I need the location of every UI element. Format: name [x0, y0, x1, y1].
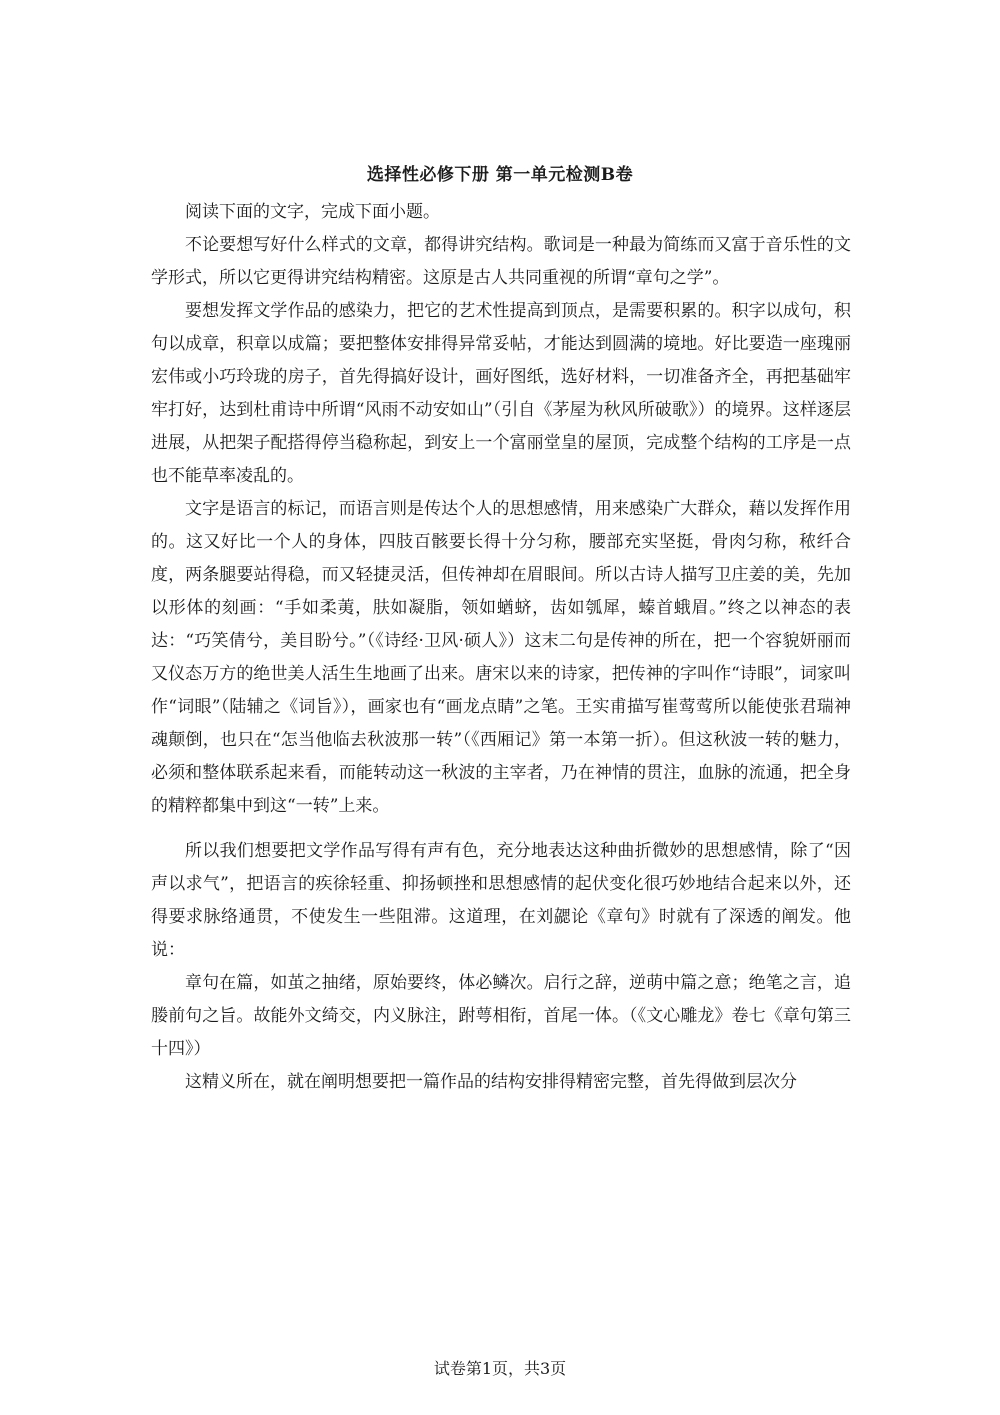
- text-paragraph: 所以我们想要把文学作品写得有声有色，充分地表达这种曲折微妙的思想感情，除了“因声以求气”，把语言的疾徐轻重、抑扬顿挫和思想感情的起伏变化很巧妙地结合起来以外，还得要求脉络通贯，不使发生一些阻滞。这道理，在刘勰论《章句》时就有了深透的阐发。他说：: [151, 841, 851, 960]
- text-paragraph: 不论要想写好什么样式的文章，都得讲究结构。歌词是一种最为简练而又富于音乐性的文学形式，所以它更得讲究结构精密。这原是古人共同重视的所谓“章句之学”。: [151, 235, 851, 288]
- page-footer: 试卷第1页，共3页: [433, 1359, 567, 1378]
- paragraph-gap: [151, 823, 851, 835]
- instruction-paragraph: 阅读下面的文字，完成下面小题。: [185, 202, 440, 222]
- text-paragraph: 要想发挥文学作品的感染力，把它的艺术性提高到顶点，是需要积累的。积字以成句，积句以成章，积章以成篇；要把整体安排得异常妥帖，才能达到圆满的境地。好比要造一座瑰丽宏伟或小巧玲珑的房子，首先得搞好设计，画好图纸，选好材料，一切准备齐全，再把基础牢牢打好，达到杜甫诗中所谓“风雨不动安如山”（引自《茅屋为秋风所破歌》）的境界。这样逐层进展，从把架子配搭得停当稳称起，到安上一个富丽堂皇的屋顶，完成整个结构的工序是一点也不能草率凌乱的。: [151, 301, 851, 486]
- document-title: 选择性必修下册 第一单元检测B卷: [366, 165, 634, 185]
- document-body: [151, 196, 851, 1099]
- quotation-paragraph: 章句在篇，如茧之抽绪，原始要终，体必鳞次。启行之辞，逆萌中篇之意；绝笔之言，追媵前句之旨。故能外文绮交，内义脉注，跗萼相衔，首尾一体。（《文心雕龙》卷七《章句第三十四》）: [151, 973, 851, 1059]
- text-paragraph: 文字是语言的标记，而语言则是传达个人的思想感情，用来感染广大群众，藉以发挥作用的。这又好比一个人的身体，四肢百骸要长得十分匀称，腰部充实坚挺，骨肉匀称，秾纤合度，两条腿要站得稳，而又轻捷灵活，但传神却在眉眼间。所以古诗人描写卫庄姜的美，先加以形体的刻画：“手如柔荑，肤如凝脂，领如蝤蛴，齿如瓠犀，螓首蛾眉。”终之以神态的表达：“巧笑倩兮，美目盼兮。”（《诗经·卫风·硕人》）这末二句是传神的所在，把一个容貌妍丽而又仪态万方的绝世美人活生生地画了出来。唐宋以来的诗家，把传神的字叫作“诗眼”，词家叫作“词眼”（陆辅之《词旨》），画家也有“画龙点睛”之笔。王实甫描写崔莺莺所以能使张君瑞神魂颠倒，也只在“怎当他临去秋波那一转”（《西厢记》第一本第一折）。但这秋波一转的魅力，必须和整体联系起来看，而能转动这一秋波的主宰者，乃在神情的贯注，血脉的流通，把全身的精粹都集中到这“一转”上来。: [151, 499, 851, 816]
- text-paragraph: 这精义所在，就在阐明想要把一篇作品的结构安排得精密完整，首先得做到层次分: [185, 1072, 797, 1092]
